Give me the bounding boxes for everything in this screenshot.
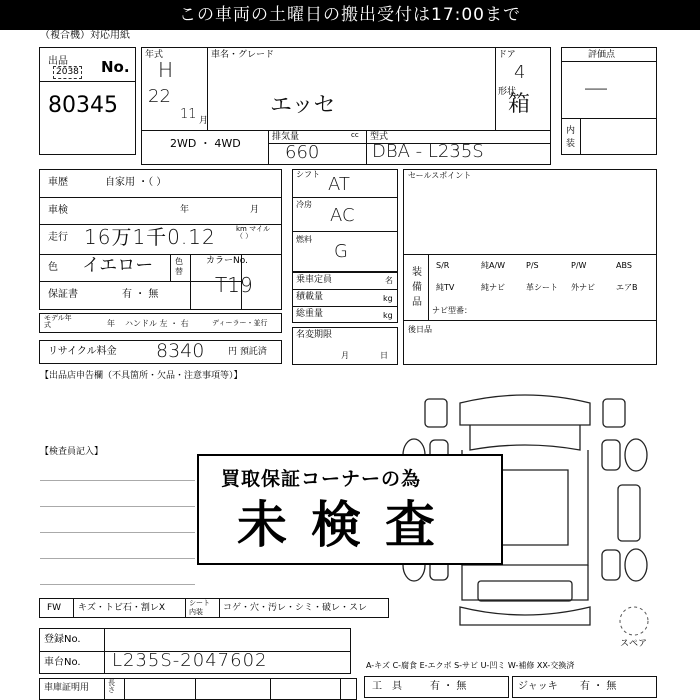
history-value: 自家用 ・（ ） — [105, 177, 167, 188]
navi-model-label: ナビ型番： — [432, 306, 472, 315]
chassis-label: 車台No. — [44, 657, 81, 668]
handle-options: ハンドル 左 ・ 右 — [125, 319, 189, 328]
year-era: H — [158, 58, 174, 82]
equipment-item: 外ナビ — [571, 283, 595, 292]
inspector-lines — [40, 462, 195, 590]
lot-number: 80345 — [48, 93, 118, 118]
mileage-unit: km マイル（ ） — [236, 225, 270, 240]
equipment-item: 革シート — [526, 283, 558, 292]
capacity-label: 乗車定員 — [296, 275, 333, 285]
inspection-label: 車検 — [48, 205, 68, 216]
chassis-value: L235S-2047602 — [112, 650, 268, 671]
equipment-item: 純TV — [436, 283, 455, 292]
equipment-item: ABS — [616, 261, 632, 270]
equipment-item: S/R — [436, 261, 450, 270]
year-month: 11 — [180, 107, 197, 122]
car-name-label: 車名・グレード — [211, 50, 275, 60]
history-label: 車歴 — [48, 177, 68, 188]
regdeadline-label: 名変期限 — [296, 330, 333, 340]
jack-options: 有 ・ 無 — [580, 681, 617, 692]
model-year-year: 年 — [107, 319, 115, 328]
displacement-label: 排気量 — [272, 132, 300, 142]
tools-label: 工 具 — [372, 681, 402, 692]
sheet-note: （複合機）対応用紙 — [40, 30, 130, 41]
displacement-unit: cc — [351, 131, 359, 139]
later-items-label: 後日品 — [408, 325, 432, 334]
mileage-label: 走行 — [48, 232, 68, 243]
doors-label: ドア — [498, 50, 516, 60]
fw-label: FW — [47, 603, 62, 613]
equipment-item: 純A/W — [481, 261, 506, 270]
banner: この車両の土曜日の搬出受付は17:00まで — [0, 0, 700, 30]
recycle-value: 8340 — [156, 340, 205, 362]
score-value: ― — [585, 76, 607, 101]
weight-label: 総重量 — [296, 309, 324, 319]
seat-label: シート内装 — [189, 599, 210, 616]
sales-point-label: セールスポイント — [408, 171, 472, 180]
lot-no-label: No. — [101, 58, 130, 76]
aircon-value: AC — [330, 205, 355, 226]
score-label: 評価点 — [588, 50, 616, 60]
spare-label: スペア — [620, 639, 648, 649]
equipment-item: 純ナビ — [481, 283, 505, 292]
model-label: 型式 — [370, 132, 389, 142]
regdeadline-day: 日 — [380, 351, 388, 360]
car-name: エッセ — [270, 93, 336, 118]
recycle-label: リサイクル料金 — [48, 346, 117, 357]
displacement-value: 660 — [285, 142, 320, 163]
lot-small-no: 2038 — [53, 66, 82, 79]
recycle-unit: 円 預託済 — [228, 347, 267, 357]
aircon-label: 冷房 — [296, 200, 312, 209]
shape-label: 形状 — [498, 87, 517, 97]
reg-no-label: 登録No. — [44, 634, 81, 645]
cert-label: 車庫証明用 — [44, 683, 90, 693]
year-month-unit: 月 — [199, 116, 209, 126]
load-label: 積載量 — [296, 292, 324, 302]
year-label: 年式 — [145, 50, 164, 60]
regdeadline-month: 月 — [341, 351, 349, 360]
equipment-item: P/S — [526, 261, 539, 270]
equipment-item: エアB — [616, 283, 638, 292]
capacity-unit: 名 — [385, 276, 393, 285]
not-inspected-stamp — [197, 454, 503, 565]
model-year-label: モデル年式 — [44, 314, 72, 329]
color-value: イエロー — [82, 255, 154, 276]
tools-options: 有 ・ 無 — [430, 681, 467, 692]
fuel-value: G — [334, 241, 348, 262]
jack-label: ジャッキ — [518, 681, 558, 692]
color-code-label: カラーNo. — [206, 256, 248, 266]
warranty-options: 有 ・ 無 — [122, 289, 159, 300]
stamp-line2: 未検査 — [237, 496, 459, 554]
shape-value: 箱 — [508, 92, 531, 117]
cert-sub: 長さ — [108, 679, 115, 694]
damage-legend: A-キズ C-腐食 E-エクボ S-サビ U-凹ミ W-補修 XX-交換済 — [366, 661, 575, 670]
inspection-year: 年 — [180, 205, 190, 215]
shift-label: シフト — [296, 170, 320, 179]
shift-value: AT — [328, 174, 350, 195]
doors-value: 4 — [514, 62, 526, 83]
warranty-label: 保証書 — [48, 289, 78, 300]
stamp-line1: 買取保証コーナーの為 — [221, 468, 422, 490]
seller-notes-label: 【出品店申告欄（不具箇所・欠品・注意事項等）】 — [40, 371, 243, 381]
inspection-month: 月 — [250, 205, 260, 215]
fuel-label: 燃料 — [296, 235, 312, 244]
color-change-label: 色替 — [175, 257, 183, 276]
weight-unit: kg — [383, 311, 393, 320]
load-unit: kg — [383, 294, 393, 303]
lot-prefix: 出品 — [48, 56, 68, 67]
interior-label: 内装 — [566, 126, 576, 149]
mileage-value: 16万1千0.12 — [84, 225, 216, 249]
model-value: DBA - L235S — [372, 141, 484, 162]
color-code: T19 — [215, 273, 253, 297]
fw-text: キズ・トビ石・割レX — [78, 603, 165, 613]
fw-text2: コゲ・穴・汚レ・シミ・破レ・スレ — [223, 603, 368, 613]
inspector-label: 【検査員記入】 — [40, 447, 104, 457]
equipment-label: 装備品 — [412, 267, 422, 308]
color-label: 色 — [48, 262, 58, 273]
dealer-options: ディーラー・並行 — [212, 319, 268, 327]
equipment-item: P/W — [571, 261, 587, 270]
year-value: 22 — [148, 86, 171, 107]
drive-text: 2WD ・ 4WD — [170, 137, 241, 150]
